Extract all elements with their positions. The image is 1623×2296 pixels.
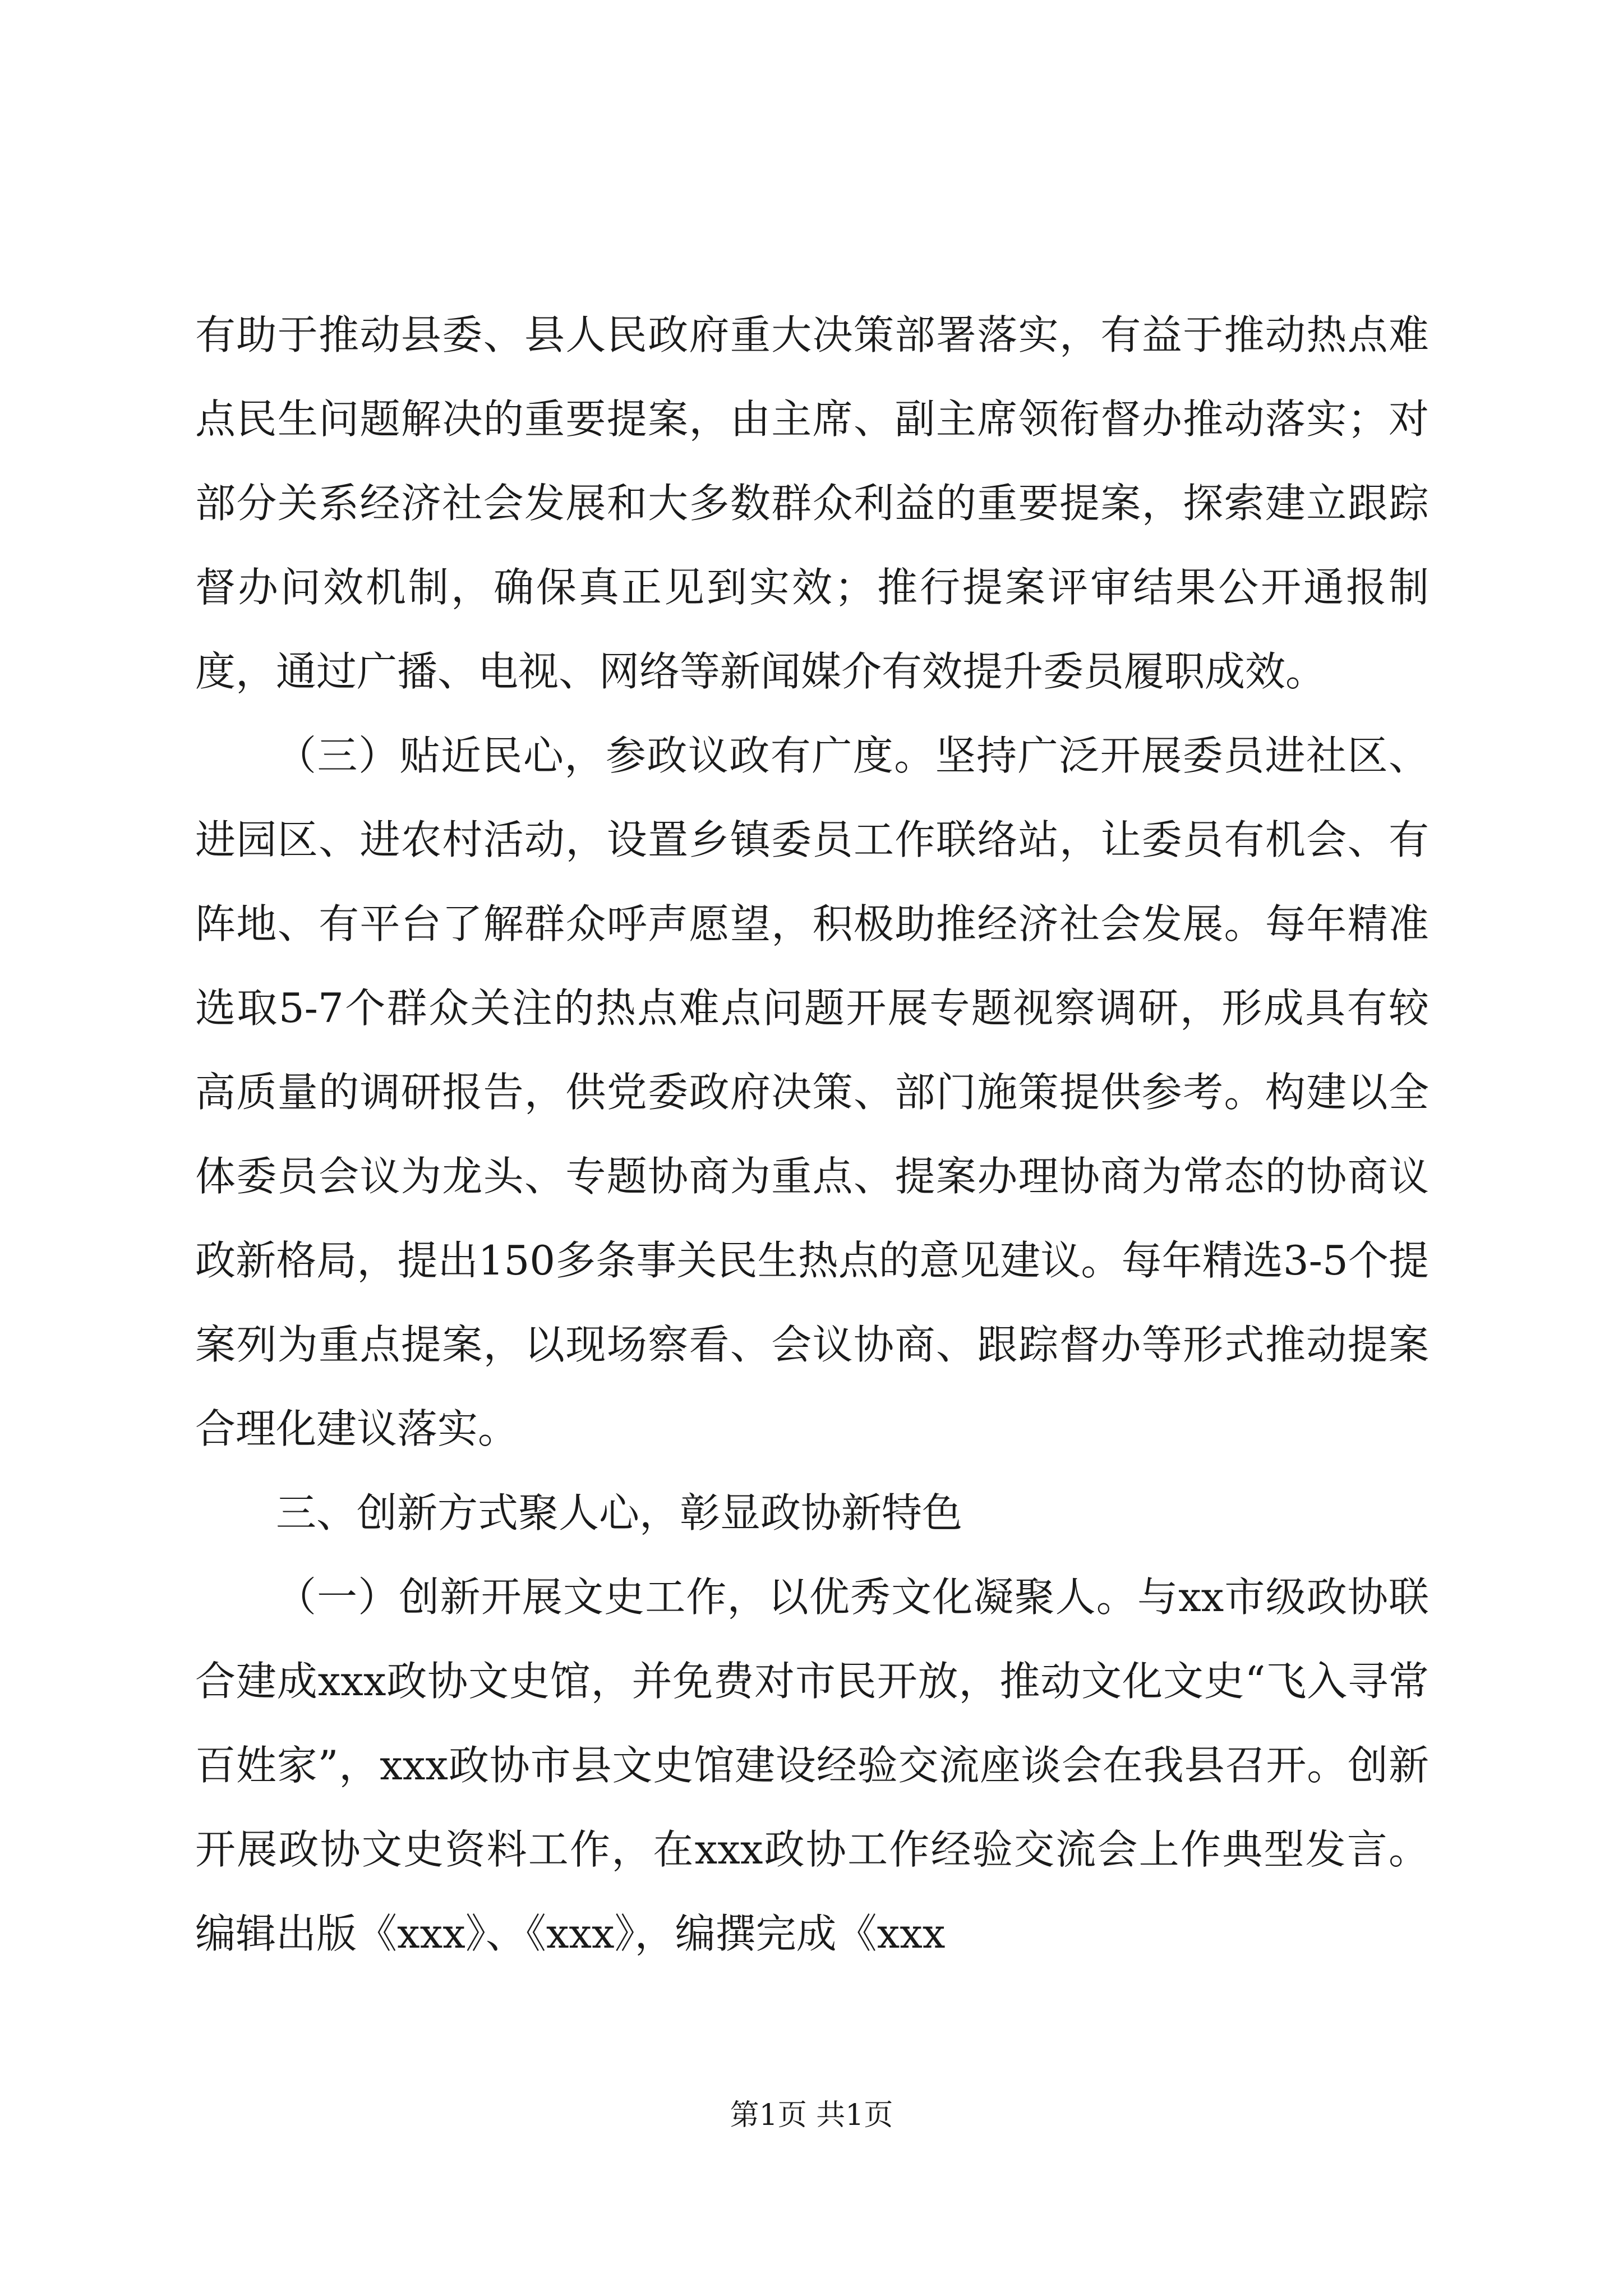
document-body (195, 293, 1429, 1976)
paragraph-section-three: （三）贴近民心，参政议政有广度。坚持广泛开展委员进社区、进园区、进农村活动，设置乡镇委员工作联络站，让委员有机会、有阵地、有平台了解群众呼声愿望，积极助推经济社会发展。每年精准选取5-7个群众关注的热点难点问题开展专题视察调研，形成具有较高质量的调研报告，供党委政府决策、部门施策提供参考。构建以全体委员会议为龙头、专题协商为重点、提案办理协商为常态的协商议政新格局，提出150多条事关民生热点的意见建议。每年精选3-5个提案列为重点提案，以现场察看、会议协商、跟踪督办等形式推动提案合理化建议落实。 (195, 732, 1429, 1452)
paragraph-culture-history: （一）创新开展文史工作，以优秀文化凝聚人。与xx市级政协联合建成xxx政协文史馆，并免费对市民开放，推动文化文史“飞入寻常百姓家”，xxx政协市县文史馆建设经验交流座谈会在我县召开。创新开展政协文史资料工作，在xxx政协工作经验交流会上作典型发言。编辑出版《xxx》、《xxx》，编撰完成《xxx (195, 1573, 1429, 1957)
section-heading: 三、创新方式聚人心，彰显政协新特色 (276, 1489, 963, 1536)
paragraph-proposal-supervision: 有助于推动县委、县人民政府重大决策部署落实，有益于推动热点难点民生问题解决的重要提案，由主席、副主席领衔督办推动落实；对部分关系经济社会发展和大多数群众利益的重要提案，探索建立跟踪督办问效机制，确保真正见到实效；推行提案评审结果公开通报制度，通过广播、电视、网络等新闻媒介有效提升委员履职成效。 (195, 311, 1429, 695)
page-footer: 第1页 共1页 (730, 2099, 893, 2132)
